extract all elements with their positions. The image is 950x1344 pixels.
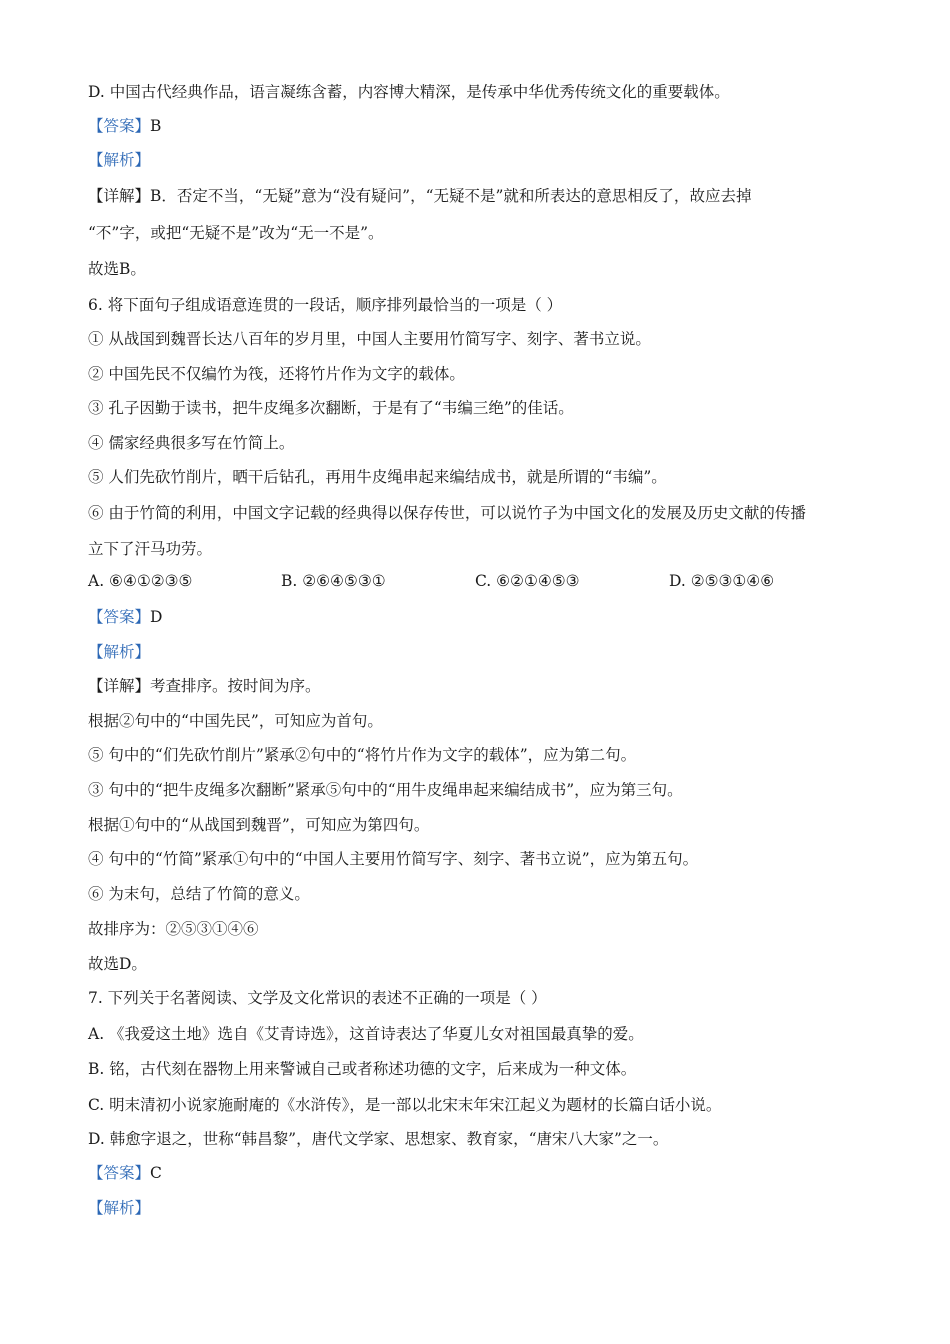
analysis-label-q5: 【解析】: [88, 151, 151, 169]
analysis-label-q7: 【解析】: [88, 1199, 151, 1217]
q6-order-summary: 故排序为：②⑤③①④⑥: [88, 920, 259, 938]
q6-detail-intro: 【详解】考查排序。按时间为序。: [88, 677, 321, 695]
q7-option-d: D. 韩愈字退之，世称“韩昌黎”，唐代文学家、思想家、教育家，“唐宋八大家”之一。: [88, 1130, 669, 1148]
q6-detail-1: 根据②句中的“中国先民”，可知应为首句。: [88, 712, 383, 730]
q7-option-c: C. 明末清初小说家施耐庵的《水浒传》，是一部以北宋末年宋江起义为题材的长篇白话小说。: [88, 1096, 722, 1114]
answer-value: C: [150, 1164, 162, 1182]
answer-label: 【答案】: [88, 608, 151, 626]
q7-option-b: B. 铭，古代刻在器物上用来警诫自己或者称述功德的文字，后来成为一种文体。: [88, 1060, 637, 1078]
q6-sentence-6-cont: 立下了汗马功劳。: [88, 540, 213, 558]
q6-option-a: A. ⑥④①②③⑤: [88, 572, 193, 590]
q6-detail-2: ⑤ 句中的“们先砍竹削片”紧承②句中的“将竹片作为文字的载体”，应为第二句。: [88, 746, 637, 764]
q7-stem: 7. 下列关于名著阅读、文学及文化常识的表述不正确的一项是（ ）: [88, 989, 547, 1007]
q6-sentence-1: ① 从战国到魏晋长达八百年的岁月里，中国人主要用竹简写字、刻字、著书立说。: [88, 330, 651, 348]
q6-sentence-3: ③ 孔子因勤于读书，把牛皮绳多次翻断，于是有了“韦编三绝”的佳话。: [88, 399, 574, 417]
analysis-label-q6: 【解析】: [88, 643, 151, 661]
q5-detail-line-2: “不”字，或把“无疑不是”改为“无一不是”。: [88, 224, 384, 242]
q6-option-c: C. ⑥②①④⑤③: [475, 572, 580, 590]
q6-detail-3: ③ 句中的“把牛皮绳多次翻断”紧承⑤句中的“用牛皮绳串起来编结成书”，应为第三句。: [88, 781, 683, 799]
q5-option-d: D. 中国古代经典作品，语言凝练含蓄，内容博大精深，是传承中华优秀传统文化的重要载体。: [88, 83, 730, 101]
answer-line-q6: [88, 606, 870, 628]
q6-sentence-6: ⑥ 由于竹简的利用，中国文字记载的经典得以保存传世，可以说竹子为中国文化的发展及历史文献的传播: [88, 504, 806, 522]
q5-detail-line-1: 【详解】B．否定不当，“无疑”意为“没有疑问”，“无疑不是”就和所表达的意思相反了，故应去掉: [88, 187, 752, 205]
q7-option-a: A. 《我爱这土地》选自《艾青诗选》，这首诗表达了华夏儿女对祖国最真挚的爱。: [88, 1025, 644, 1043]
answer-label: 【答案】: [88, 1164, 151, 1182]
answer-value: D: [150, 608, 163, 626]
q6-option-d: D. ②⑤③①④⑥: [669, 572, 775, 590]
q6-conclusion: 故选D。: [88, 955, 147, 973]
answer-line-q7: [88, 1162, 870, 1184]
q6-stem: 6. 将下面句子组成语意连贯的一段话，顺序排列最恰当的一项是（ ）: [88, 296, 563, 314]
q6-sentence-5: ⑤ 人们先砍竹削片，晒干后钻孔，再用牛皮绳串起来编结成书，就是所谓的“韦编”。: [88, 468, 667, 486]
answer-line-q5: [88, 115, 870, 137]
q6-sentence-4: ④ 儒家经典很多写在竹简上。: [88, 434, 295, 452]
q6-options: [88, 572, 868, 594]
q6-option-b: B. ②⑥④⑤③①: [281, 572, 386, 590]
q6-detail-6: ⑥ 为末句，总结了竹简的意义。: [88, 885, 310, 903]
q6-detail-5: ④ 句中的“竹简”紧承①句中的“中国人主要用竹简写字、刻字、著书立说”，应为第五句。: [88, 850, 699, 868]
answer-value: B: [150, 117, 162, 135]
answer-label: 【答案】: [88, 117, 151, 135]
q5-conclusion: 故选B。: [88, 260, 146, 278]
q6-detail-4: 根据①句中的“从战国到魏晋”，可知应为第四句。: [88, 816, 430, 834]
q6-sentence-2: ② 中国先民不仅编竹为筏，还将竹片作为文字的载体。: [88, 365, 465, 383]
